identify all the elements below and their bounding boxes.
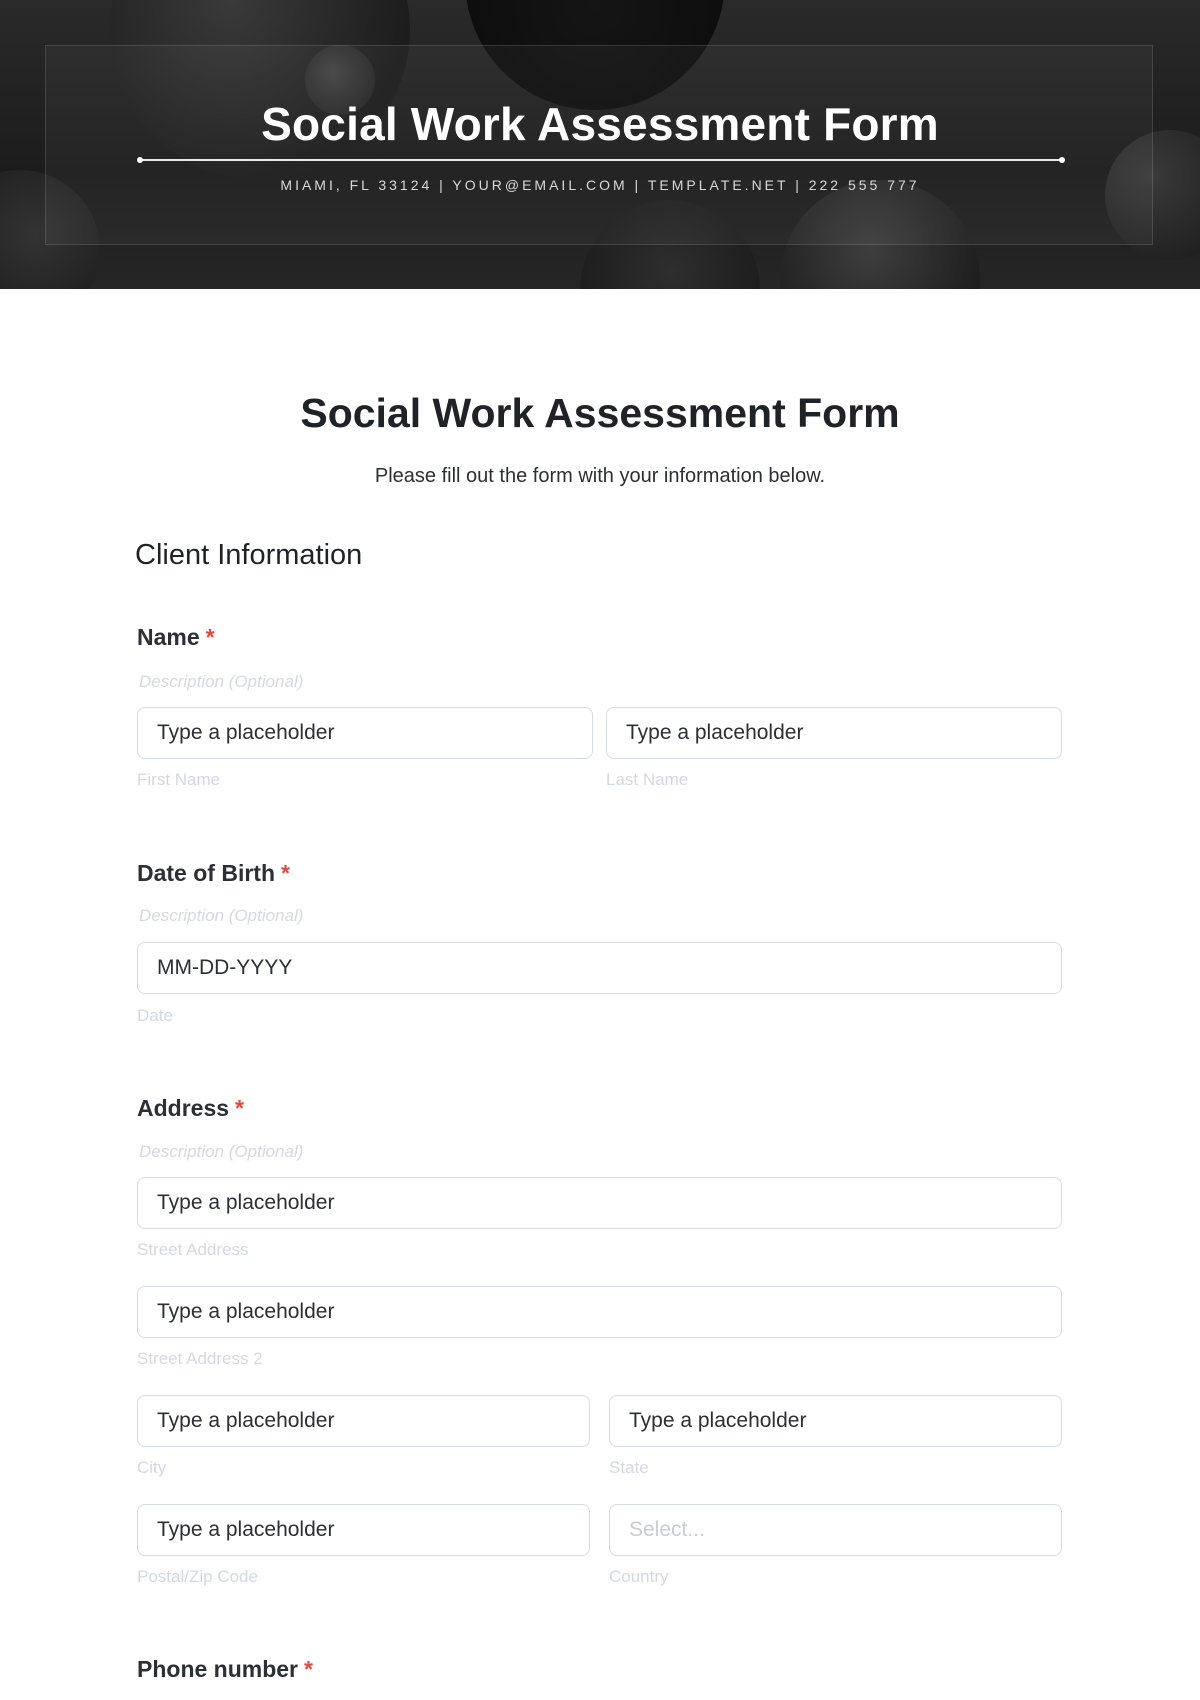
postal-zip-code-sublabel: Postal/Zip Code [137,1567,258,1586]
street-address-placeholder: Type a placeholder [157,1191,335,1214]
last-name-input[interactable] [606,707,1062,759]
phone-number-label-text: Phone number [137,1656,299,1682]
street-address-sublabel: Street Address [137,1240,249,1259]
last-name-sublabel: Last Name [606,770,689,789]
date-sublabel: Date [137,1006,173,1025]
first-name-placeholder: Type a placeholder [157,721,335,744]
form-subtitle: Please fill out the form with your information below. [374,465,826,487]
phone-number-label [137,1656,313,1683]
street-address-2-placeholder: Type a placeholder [157,1300,335,1323]
name-label-text: Name [137,624,200,650]
state-sublabel: State [609,1458,649,1477]
first-name-input[interactable] [137,707,593,759]
last-name-placeholder: Type a placeholder [626,721,804,744]
state-input[interactable] [609,1395,1062,1447]
address-label [137,1095,244,1122]
banner-divider [140,159,1062,161]
required-marker: * [304,1656,313,1682]
city-placeholder: Type a placeholder [157,1409,335,1432]
section-title-client-information: Client Information [135,539,363,571]
city-input[interactable] [137,1395,590,1447]
date-of-birth-label [137,860,290,887]
postal-zip-code-input[interactable] [137,1504,590,1556]
country-sublabel: Country [609,1567,669,1586]
street-address-2-sublabel: Street Address 2 [137,1349,263,1368]
address-description: Description (Optional) [139,1142,304,1161]
form-title: Social Work Assessment Form [300,390,900,436]
required-marker: * [281,860,290,886]
street-address-2-input[interactable] [137,1286,1062,1338]
city-sublabel: City [137,1458,167,1477]
country-select-placeholder: Select... [629,1518,705,1541]
name-label [137,624,215,651]
street-address-input[interactable] [137,1177,1062,1229]
header-banner [0,0,1200,289]
date-of-birth-placeholder: MM-DD-YYYY [157,956,293,979]
date-of-birth-label-text: Date of Birth [137,860,275,886]
postal-zip-code-placeholder: Type a placeholder [157,1518,335,1541]
first-name-sublabel: First Name [137,770,221,789]
address-label-text: Address [137,1095,230,1121]
name-description: Description (Optional) [139,672,304,691]
banner-title: Social Work Assessment Form [261,98,939,150]
state-placeholder: Type a placeholder [629,1409,807,1432]
required-marker: * [205,624,215,650]
country-select[interactable] [609,1504,1062,1556]
required-marker: * [235,1095,244,1121]
date-of-birth-description: Description (Optional) [139,906,304,925]
date-of-birth-input[interactable] [137,942,1062,994]
banner-contact-info: MIAMI, FL 33124 | YOUR@EMAIL.COM | TEMPLATE.NET | 222 555 777 [280,177,920,193]
